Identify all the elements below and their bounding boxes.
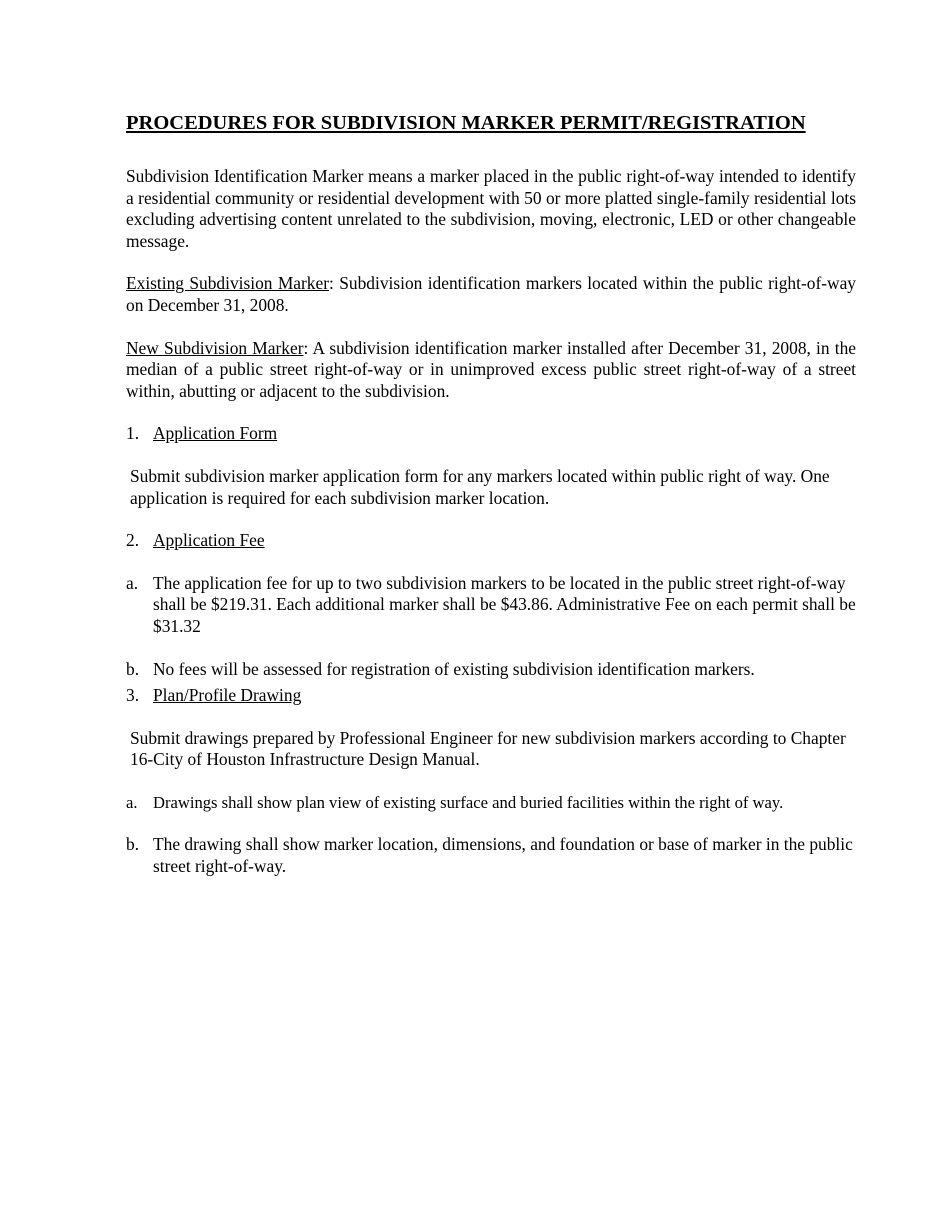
section-number: 3. bbox=[126, 685, 140, 706]
new-marker-definition bbox=[126, 338, 856, 403]
existing-marker-text: : Subdivision identification markers located within the public right-of-way on December 31, 2008. bbox=[126, 273, 856, 315]
item-text: No fees will be assessed for registration of existing subdivision identification markers. bbox=[153, 658, 755, 679]
item-text: The application fee for up to two subdivision markers to be located in the public street right-of-way shall be $219.31. Each additional marker shall be $43.86. Administrative Fee on each permit shall be $31.32 bbox=[153, 572, 856, 636]
section-number: 2. bbox=[126, 530, 140, 551]
section-text: Submit subdivision marker application form for any markers located within public right of way. One application is required for each subdivision marker location. bbox=[130, 465, 830, 508]
section-heading: Plan/Profile Drawing bbox=[153, 685, 302, 706]
section-heading: Application Fee bbox=[153, 530, 265, 551]
section-number: 1. bbox=[126, 423, 140, 444]
document-page bbox=[126, 110, 856, 899]
item-letter: b. bbox=[126, 658, 140, 679]
list-item bbox=[126, 659, 856, 681]
item-text: The drawing shall show marker location, dimensions, and foundation or base of marker in the public street right-of-way. bbox=[153, 834, 853, 877]
section-heading: Application Form bbox=[153, 423, 278, 444]
section-application-form bbox=[126, 423, 856, 445]
item-text: Drawings shall show plan view of existing surface and buried facilities within the right of way. bbox=[153, 792, 784, 812]
item-letter: a. bbox=[126, 792, 138, 812]
item-letter: a. bbox=[126, 572, 139, 593]
section-plan-profile-drawing bbox=[126, 685, 856, 707]
existing-marker-term: Existing Subdivision Marker bbox=[126, 273, 330, 294]
existing-marker-definition bbox=[126, 273, 856, 316]
list-item bbox=[126, 834, 856, 877]
list-item bbox=[126, 573, 856, 638]
section-text: Submit drawings prepared by Professional Engineer for new subdivision markers according to Chapter 16-City of Houston Infrastructure Design Manual. bbox=[130, 727, 846, 770]
list-item bbox=[126, 792, 856, 814]
section-application-fee bbox=[126, 530, 856, 552]
intro-paragraph: Subdivision Identification Marker means a marker placed in the public right-of-way intended to identify a residential community or residential development with 50 or more platted single-family residential lots excluding advertising content unrelated to the subdivision, moving, electronic, LED or other changeable message. bbox=[126, 166, 856, 251]
new-marker-text: : A subdivision identification marker installed after December 31, 2008, in the median of a public street right-of-way or in unimproved excess public street right-of-way of a street within, abutting or adjacent to the subdivision. bbox=[126, 337, 856, 401]
item-letter: b. bbox=[126, 834, 140, 855]
document-title: PROCEDURES FOR SUBDIVISION MARKER PERMIT/REGISTRATION bbox=[126, 112, 806, 134]
new-marker-term: New Subdivision Marker bbox=[126, 337, 304, 358]
